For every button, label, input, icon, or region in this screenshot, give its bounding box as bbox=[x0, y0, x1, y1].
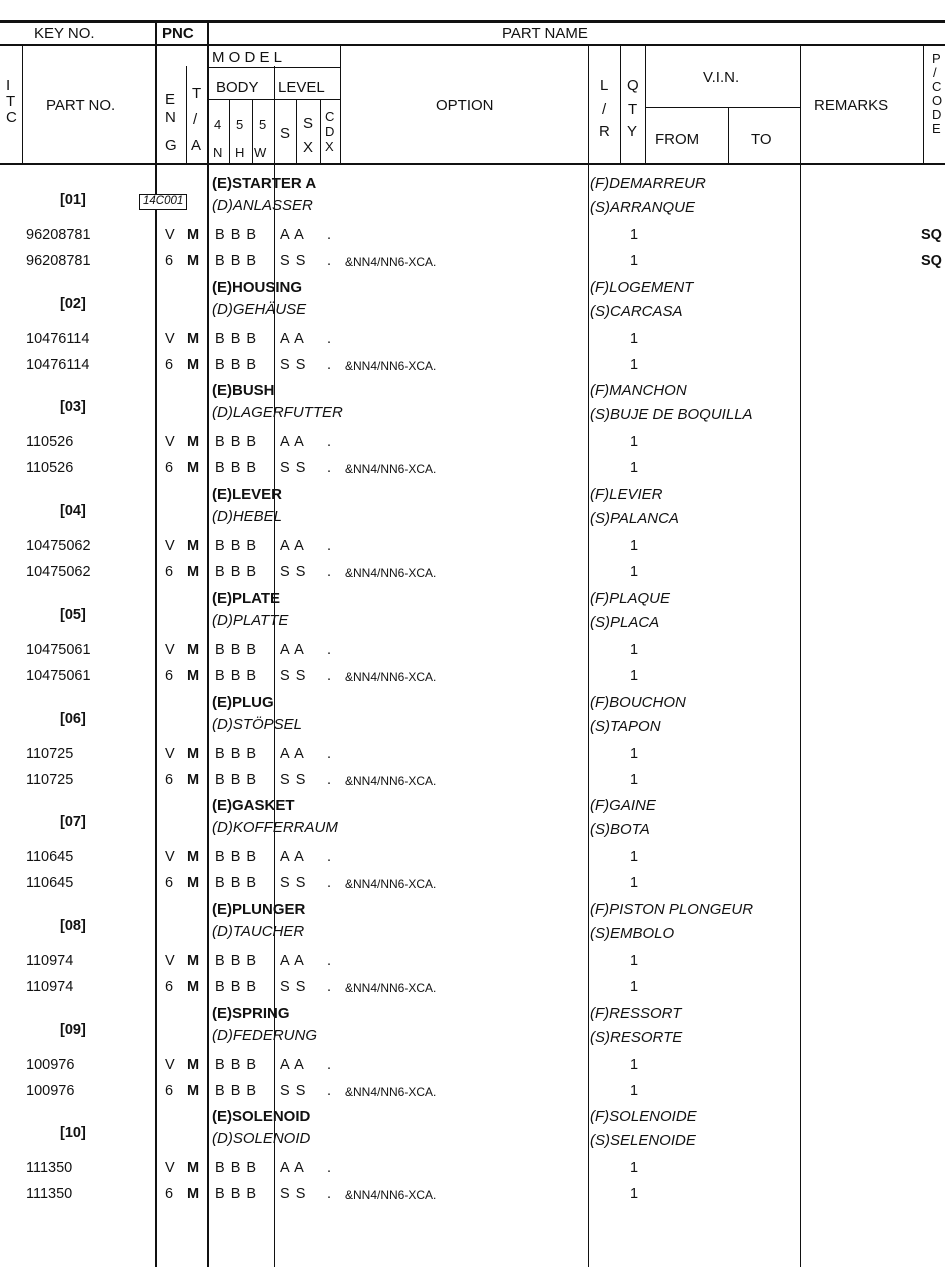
level-col-cdx-x: X bbox=[325, 139, 334, 154]
col-rule-pnc bbox=[207, 22, 209, 1267]
part-name-spanish: (S)SELENOIDE bbox=[590, 1132, 696, 1149]
quantity: 1 bbox=[630, 1160, 639, 1176]
level-codes: A A bbox=[280, 746, 305, 762]
level-codes: A A bbox=[280, 538, 305, 554]
top-rule bbox=[0, 20, 945, 23]
cdx-code: . bbox=[327, 746, 332, 762]
quantity: 1 bbox=[630, 1083, 639, 1099]
eng-code: V bbox=[165, 642, 175, 658]
option-code: &NN4/NN6-XCA. bbox=[345, 566, 437, 580]
part-number: 100976 bbox=[26, 1083, 75, 1099]
vin-rule bbox=[645, 107, 800, 108]
body-codes: B B B bbox=[215, 564, 258, 580]
ta-code: M bbox=[187, 357, 200, 373]
eng-code: 6 bbox=[165, 668, 174, 684]
key-number: [01] bbox=[60, 192, 86, 208]
eng-code: 6 bbox=[165, 1083, 174, 1099]
cdx-code: . bbox=[327, 538, 332, 554]
part-number: 96208781 bbox=[26, 227, 91, 243]
option-header: OPTION bbox=[436, 97, 494, 114]
level-codes: A A bbox=[280, 953, 305, 969]
eng-code: V bbox=[165, 849, 175, 865]
ta-code: M bbox=[187, 979, 200, 995]
col-rule-itc bbox=[22, 46, 23, 165]
pcode-header-o: O bbox=[932, 93, 943, 108]
level-codes: A A bbox=[280, 1160, 305, 1176]
pcode: SQ bbox=[921, 227, 942, 243]
part-name-english: (E)SPRING bbox=[212, 1005, 290, 1022]
body-col-5b: 5 bbox=[259, 117, 267, 132]
option-code: &NN4/NN6-XCA. bbox=[345, 359, 437, 373]
level-col-sx-x: X bbox=[303, 139, 314, 156]
part-number: 110645 bbox=[26, 849, 74, 865]
key-no-header: KEY NO. bbox=[34, 25, 95, 42]
ta-code: M bbox=[187, 1057, 200, 1073]
body-codes: B B B bbox=[215, 538, 258, 554]
eng-code: V bbox=[165, 1160, 175, 1176]
body-col-4: 4 bbox=[214, 117, 222, 132]
part-name-spanish: (S)PALANCA bbox=[590, 510, 679, 527]
header-bottom-rule bbox=[0, 163, 945, 165]
ta-code: M bbox=[187, 564, 200, 580]
quantity: 1 bbox=[630, 772, 639, 788]
part-number: 10475062 bbox=[26, 538, 91, 554]
quantity: 1 bbox=[630, 253, 639, 269]
part-name-german: (D)FEDERUNG bbox=[212, 1027, 317, 1044]
body-codes: B B B bbox=[215, 746, 258, 762]
ta-code: M bbox=[187, 642, 200, 658]
body-codes: B B B bbox=[215, 875, 258, 891]
part-name-spanish: (S)TAPON bbox=[590, 718, 661, 735]
eng-code: 6 bbox=[165, 1186, 174, 1202]
body-codes: B B B bbox=[215, 849, 258, 865]
cdx-code: . bbox=[327, 875, 332, 891]
part-number: 10475061 bbox=[26, 668, 91, 684]
quantity: 1 bbox=[630, 979, 639, 995]
qty-header-q: Q bbox=[627, 77, 639, 94]
ta-code: M bbox=[187, 460, 200, 476]
part-name-spanish: (S)BUJE DE BOQUILLA bbox=[590, 406, 753, 423]
level-col-s: S bbox=[280, 125, 291, 142]
option-code: &NN4/NN6-XCA. bbox=[345, 1188, 437, 1202]
level-codes: S S bbox=[280, 875, 307, 891]
part-number: 111350 bbox=[26, 1186, 73, 1202]
cdx-code: . bbox=[327, 357, 332, 373]
quantity: 1 bbox=[630, 849, 639, 865]
body-codes: B B B bbox=[215, 642, 258, 658]
quantity: 1 bbox=[630, 1186, 639, 1202]
level-codes: S S bbox=[280, 772, 307, 788]
pcode-header-c: C bbox=[932, 79, 942, 94]
part-name-english: (E)GASKET bbox=[212, 797, 295, 814]
part-name-french: (F)PLAQUE bbox=[590, 590, 671, 607]
eng-code: V bbox=[165, 746, 175, 762]
cdx-code: . bbox=[327, 1186, 332, 1202]
quantity: 1 bbox=[630, 538, 639, 554]
vin-header: V.I.N. bbox=[703, 69, 740, 86]
lr-header-slash: / bbox=[602, 101, 607, 118]
ta-code: M bbox=[187, 849, 200, 865]
eng-code: 6 bbox=[165, 979, 174, 995]
itc-header-t: T bbox=[6, 93, 16, 110]
quantity: 1 bbox=[630, 460, 639, 476]
body-header: BODY bbox=[216, 79, 259, 96]
part-number: 110526 bbox=[26, 460, 74, 476]
level-codes: A A bbox=[280, 227, 305, 243]
quantity: 1 bbox=[630, 357, 639, 373]
pcode-header-slash: / bbox=[933, 65, 937, 80]
part-name-german: (D)GEHÄUSE bbox=[212, 301, 307, 318]
part-number: 10476114 bbox=[26, 357, 90, 373]
key-number: [09] bbox=[60, 1022, 86, 1038]
part-number: 110645 bbox=[26, 875, 74, 891]
ta-header-a: A bbox=[191, 137, 202, 154]
eng-code: V bbox=[165, 953, 175, 969]
vin-from-header: FROM bbox=[655, 131, 700, 148]
level-col-sx-s: S bbox=[303, 115, 314, 132]
part-name-french: (F)MANCHON bbox=[590, 382, 687, 399]
option-code: &NN4/NN6-XCA. bbox=[345, 670, 437, 684]
cdx-code: . bbox=[327, 564, 332, 580]
col-rule-qty bbox=[645, 46, 646, 165]
quantity: 1 bbox=[630, 434, 639, 450]
level-codes: S S bbox=[280, 357, 307, 373]
key-number: [08] bbox=[60, 918, 86, 934]
body-col-n: N bbox=[213, 145, 223, 160]
option-code: &NN4/NN6-XCA. bbox=[345, 981, 437, 995]
option-code: &NN4/NN6-XCA. bbox=[345, 877, 437, 891]
option-code: &NN4/NN6-XCA. bbox=[345, 255, 437, 269]
body-codes: B B B bbox=[215, 1083, 258, 1099]
level-col-cdx-d: D bbox=[325, 124, 335, 139]
body-codes: B B B bbox=[215, 772, 258, 788]
level-codes: S S bbox=[280, 253, 307, 269]
part-name-spanish: (S)ARRANQUE bbox=[590, 199, 696, 216]
ta-code: M bbox=[187, 953, 200, 969]
level-col-cdx-c: C bbox=[325, 109, 335, 124]
part-name-german: (D)TAUCHER bbox=[212, 923, 305, 940]
part-number: 10475062 bbox=[26, 564, 91, 580]
part-number: 110526 bbox=[26, 434, 74, 450]
body-codes: B B B bbox=[215, 1160, 258, 1176]
key-number: [06] bbox=[60, 711, 86, 727]
part-name-english: (E)STARTER A bbox=[212, 175, 317, 192]
quantity: 1 bbox=[630, 1057, 639, 1073]
eng-code: 6 bbox=[165, 772, 174, 788]
body-codes: B B B bbox=[215, 1057, 258, 1073]
ta-code: M bbox=[187, 434, 200, 450]
level-codes: S S bbox=[280, 979, 307, 995]
level-codes: A A bbox=[280, 642, 305, 658]
cdx-code: . bbox=[327, 434, 332, 450]
option-code: &NN4/NN6-XCA. bbox=[345, 462, 437, 476]
body-codes: B B B bbox=[215, 979, 258, 995]
part-name-german: (D)KOFFERRAUM bbox=[212, 819, 338, 836]
eng-code: V bbox=[165, 227, 175, 243]
quantity: 1 bbox=[630, 953, 639, 969]
part-number: 96208781 bbox=[26, 253, 91, 269]
cdx-code: . bbox=[327, 668, 332, 684]
ta-code: M bbox=[187, 1186, 200, 1202]
body-col-w: W bbox=[254, 145, 267, 160]
lr-header-l: L bbox=[600, 77, 609, 94]
ta-code: M bbox=[187, 746, 200, 762]
vin-from-to-rule bbox=[728, 107, 729, 165]
level-codes: A A bbox=[280, 1057, 305, 1073]
ta-code: M bbox=[187, 331, 200, 347]
qty-header-y: Y bbox=[627, 123, 638, 140]
level-col-rule-2 bbox=[320, 99, 321, 165]
part-name-french: (F)RESSORT bbox=[590, 1005, 682, 1022]
eng-header-g: G bbox=[165, 137, 177, 154]
part-number: 100976 bbox=[26, 1057, 75, 1073]
ta-code: M bbox=[187, 1083, 200, 1099]
quantity: 1 bbox=[630, 227, 639, 243]
part-number: 110974 bbox=[26, 953, 74, 969]
level-header: LEVEL bbox=[278, 79, 325, 96]
cdx-code: . bbox=[327, 953, 332, 969]
body-codes: B B B bbox=[215, 460, 258, 476]
ta-code: M bbox=[187, 772, 200, 788]
pcode-header-e: E bbox=[932, 121, 941, 136]
eng-code: 6 bbox=[165, 460, 174, 476]
quantity: 1 bbox=[630, 875, 639, 891]
lr-header-r: R bbox=[599, 123, 610, 140]
cdx-code: . bbox=[327, 772, 332, 788]
pnc-code: 14C001 bbox=[139, 194, 187, 210]
part-name-english: (E)LEVER bbox=[212, 486, 283, 503]
part-name-german: (D)LAGERFUTTER bbox=[212, 404, 343, 421]
part-name-german: (D)HEBEL bbox=[212, 508, 283, 525]
pcode-header-p: P bbox=[932, 51, 941, 66]
level-codes: S S bbox=[280, 668, 307, 684]
part-number: 10475061 bbox=[26, 642, 91, 658]
cdx-code: . bbox=[327, 979, 332, 995]
body-col-h: H bbox=[235, 145, 245, 160]
quantity: 1 bbox=[630, 746, 639, 762]
quantity: 1 bbox=[630, 642, 639, 658]
level-codes: A A bbox=[280, 331, 305, 347]
part-name-english: (E)PLATE bbox=[212, 590, 281, 607]
lr-rule bbox=[620, 46, 621, 165]
ta-code: M bbox=[187, 668, 200, 684]
part-name-french: (F)LOGEMENT bbox=[590, 279, 694, 296]
body-codes: B B B bbox=[215, 357, 258, 373]
key-number: [07] bbox=[60, 814, 86, 830]
part-name-french: (F)BOUCHON bbox=[590, 694, 686, 711]
part-number: 110974 bbox=[26, 979, 74, 995]
level-codes: A A bbox=[280, 849, 305, 865]
level-codes: S S bbox=[280, 1186, 307, 1202]
part-name-french: (F)LEVIER bbox=[590, 486, 663, 503]
pcode: SQ bbox=[921, 253, 942, 269]
col-rule-eng bbox=[186, 66, 187, 165]
cdx-code: . bbox=[327, 331, 332, 347]
body-codes: B B B bbox=[215, 253, 258, 269]
eng-code: V bbox=[165, 1057, 175, 1073]
part-no-header: PART NO. bbox=[46, 97, 116, 114]
eng-code: 6 bbox=[165, 253, 174, 269]
col-rule-remarks bbox=[923, 46, 924, 165]
eng-header-e: E bbox=[165, 91, 176, 108]
header-row-rule bbox=[0, 44, 945, 46]
part-name-spanish: (S)BOTA bbox=[590, 821, 650, 838]
body-col-5a: 5 bbox=[236, 117, 244, 132]
eng-header-n: N bbox=[165, 109, 176, 126]
key-number: [04] bbox=[60, 503, 86, 519]
part-name-french: (F)GAINE bbox=[590, 797, 656, 814]
body-col-rule-1 bbox=[229, 99, 230, 165]
quantity: 1 bbox=[630, 564, 639, 580]
vin-to-header: TO bbox=[751, 131, 772, 148]
part-name-english: (E)PLUNGER bbox=[212, 901, 306, 918]
ta-code: M bbox=[187, 538, 200, 554]
pnc-header: PNC bbox=[162, 25, 194, 42]
part-name-french: (F)DEMARREUR bbox=[590, 175, 706, 192]
key-number: [02] bbox=[60, 296, 86, 312]
level-codes: S S bbox=[280, 460, 307, 476]
ta-header-t: T bbox=[192, 85, 202, 102]
part-name-spanish: (S)EMBOLO bbox=[590, 925, 675, 942]
part-name-spanish: (S)PLACA bbox=[590, 614, 660, 631]
cdx-code: . bbox=[327, 1160, 332, 1176]
ta-header-slash: / bbox=[193, 111, 198, 128]
level-col-rule-1 bbox=[296, 99, 297, 165]
ta-code: M bbox=[187, 253, 200, 269]
part-number: 110725 bbox=[26, 746, 74, 762]
cdx-code: . bbox=[327, 253, 332, 269]
pcode-header-d: D bbox=[932, 107, 942, 122]
part-number: 111350 bbox=[26, 1160, 73, 1176]
col-rule-level bbox=[340, 46, 341, 165]
body-codes: B B B bbox=[215, 227, 258, 243]
ta-code: M bbox=[187, 227, 200, 243]
key-number: [03] bbox=[60, 399, 86, 415]
body-codes: B B B bbox=[215, 668, 258, 684]
quantity: 1 bbox=[630, 331, 639, 347]
col-rule-body bbox=[274, 66, 275, 1267]
ta-code: M bbox=[187, 875, 200, 891]
part-name-english: (E)SOLENOID bbox=[212, 1108, 311, 1125]
part-name-french: (F)PISTON PLONGEUR bbox=[590, 901, 754, 918]
model-rule bbox=[209, 67, 340, 68]
itc-header-c: C bbox=[6, 109, 17, 126]
body-codes: B B B bbox=[215, 434, 258, 450]
col-rule-vin bbox=[800, 46, 801, 1267]
level-label-rule bbox=[275, 99, 340, 100]
key-number: [05] bbox=[60, 607, 86, 623]
option-code: &NN4/NN6-XCA. bbox=[345, 774, 437, 788]
part-name-english: (E)PLUG bbox=[212, 694, 274, 711]
body-label-rule bbox=[209, 99, 274, 100]
part-name-german: (D)STÖPSEL bbox=[212, 716, 303, 733]
part-name-english: (E)BUSH bbox=[212, 382, 275, 399]
part-name-spanish: (S)CARCASA bbox=[590, 303, 683, 320]
part-name-german: (D)SOLENOID bbox=[212, 1130, 311, 1147]
eng-code: 6 bbox=[165, 875, 174, 891]
part-name-german: (D)PLATTE bbox=[212, 612, 289, 629]
eng-code: 6 bbox=[165, 564, 174, 580]
cdx-code: . bbox=[327, 460, 332, 476]
ta-code: M bbox=[187, 1160, 200, 1176]
part-number: 10476114 bbox=[26, 331, 90, 347]
quantity: 1 bbox=[630, 668, 639, 684]
body-codes: B B B bbox=[215, 331, 258, 347]
level-codes: A A bbox=[280, 434, 305, 450]
part-name-english: (E)HOUSING bbox=[212, 279, 302, 296]
part-name-french: (F)SOLENOIDE bbox=[590, 1108, 697, 1125]
body-codes: B B B bbox=[215, 1186, 258, 1202]
qty-header-t: T bbox=[628, 101, 638, 118]
cdx-code: . bbox=[327, 642, 332, 658]
eng-code: V bbox=[165, 538, 175, 554]
remarks-header: REMARKS bbox=[814, 97, 889, 114]
part-name-header: PART NAME bbox=[502, 25, 588, 42]
cdx-code: . bbox=[327, 1057, 332, 1073]
cdx-code: . bbox=[327, 849, 332, 865]
level-codes: S S bbox=[280, 1083, 307, 1099]
cdx-code: . bbox=[327, 1083, 332, 1099]
part-name-german: (D)ANLASSER bbox=[212, 197, 313, 214]
level-codes: S S bbox=[280, 564, 307, 580]
option-code: &NN4/NN6-XCA. bbox=[345, 1085, 437, 1099]
eng-code: V bbox=[165, 331, 175, 347]
cdx-code: . bbox=[327, 227, 332, 243]
eng-code: V bbox=[165, 434, 175, 450]
body-codes: B B B bbox=[215, 953, 258, 969]
body-col-rule-2 bbox=[252, 99, 253, 165]
key-number: [10] bbox=[60, 1125, 86, 1141]
col-rule-option bbox=[588, 46, 589, 1267]
itc-header-i: I bbox=[6, 77, 11, 94]
eng-code: 6 bbox=[165, 357, 174, 373]
model-header: M O D E L bbox=[212, 49, 283, 66]
part-number: 110725 bbox=[26, 772, 74, 788]
part-name-spanish: (S)RESORTE bbox=[590, 1029, 683, 1046]
